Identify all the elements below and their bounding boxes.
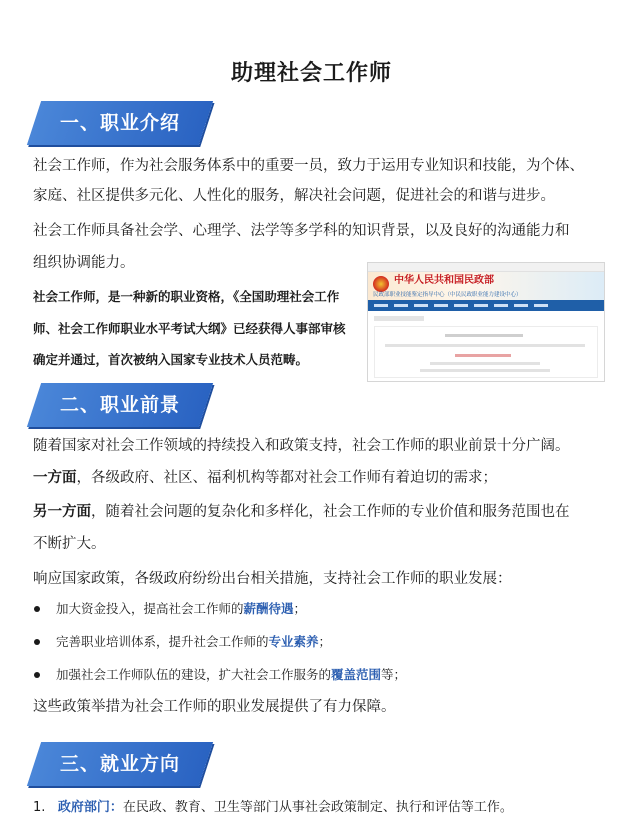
bullet-item: 加大资金投入，提高社会工作师的薪酬待遇；	[56, 601, 307, 616]
employment-item: 1. 政府部门：在民政、教育、卫生等部门从事社会政策制定、执行和评估等工作。	[33, 800, 513, 815]
intro-paragraph-line: 家庭、社区提供多元化、人性化的服务，解决社会问题，促进社会的和谐与进步。	[33, 188, 555, 204]
section-heading: 一、职业介绍	[59, 112, 180, 134]
prospects-paragraph: 响应国家政策，各级政府纷纷出台相关措施，支持社会工作师的职业发展：	[33, 571, 512, 587]
prospects-paragraph: 不断扩大。	[33, 536, 106, 552]
intro-bold-line: 确定并通过，首次被纳入国家专业技术人员范畴。	[33, 352, 309, 367]
section-banner-employment	[27, 742, 213, 786]
intro-bold-line: 社会工作师，是一种新的职业资格，《全国助理社会工作	[33, 289, 340, 304]
prospects-paragraph: 一方面，各级政府、社区、福利机构等都对社会工作师有着迫切的需求；	[33, 470, 497, 486]
section-banner-intro	[27, 101, 213, 145]
browser-strip	[368, 263, 604, 272]
bullet-dot	[34, 606, 40, 612]
intro-paragraph-line: 社会工作师，作为社会服务体系中的重要一员，致力于运用专业知识和技能，为个体、	[33, 158, 584, 174]
ministry-name: 中华人民共和国民政部	[394, 275, 494, 286]
prospects-paragraph: 另一方面，随着社会问题的复杂化和多样化，社会工作师的专业价值和服务范围也在	[33, 504, 570, 520]
prospects-paragraph: 这些政策举措为社会工作师的职业发展提供了有力保障。	[33, 699, 396, 715]
prospects-paragraph: 随着国家对社会工作领域的持续投入和政策支持，社会工作师的职业前景十分广阔。	[33, 438, 570, 454]
bullet-item: 完善职业培训体系，提升社会工作师的专业素养；	[56, 634, 332, 649]
section-heading: 三、就业方向	[59, 753, 180, 775]
page-title: 助理社会工作师	[230, 61, 392, 86]
bullet-dot	[34, 672, 40, 678]
intro-bold-line: 师、社会工作师职业水平考试大纲》已经获得人事部审核	[33, 321, 346, 336]
national-emblem-icon	[373, 276, 389, 292]
website-breadcrumb	[374, 316, 424, 321]
section-banner-prospects	[27, 383, 213, 427]
section-heading: 二、职业前景	[59, 394, 180, 416]
intro-paragraph-line: 社会工作师具备社会学、心理学、法学等多学科的知识背景，以及良好的沟通能力和	[33, 223, 570, 239]
bullet-dot	[34, 639, 40, 645]
website-nav	[368, 300, 604, 311]
bullet-item: 加强社会工作师队伍的建设，扩大社会工作服务的覆盖范围等；	[56, 667, 407, 682]
website-header	[368, 272, 604, 300]
ministry-website-screenshot	[367, 262, 605, 382]
ministry-subtitle: 民政部职业技能鉴定指导中心（中民民政职业能力建设中心）	[373, 292, 522, 298]
intro-paragraph-line: 组织协调能力。	[33, 255, 135, 271]
website-document	[374, 326, 598, 378]
